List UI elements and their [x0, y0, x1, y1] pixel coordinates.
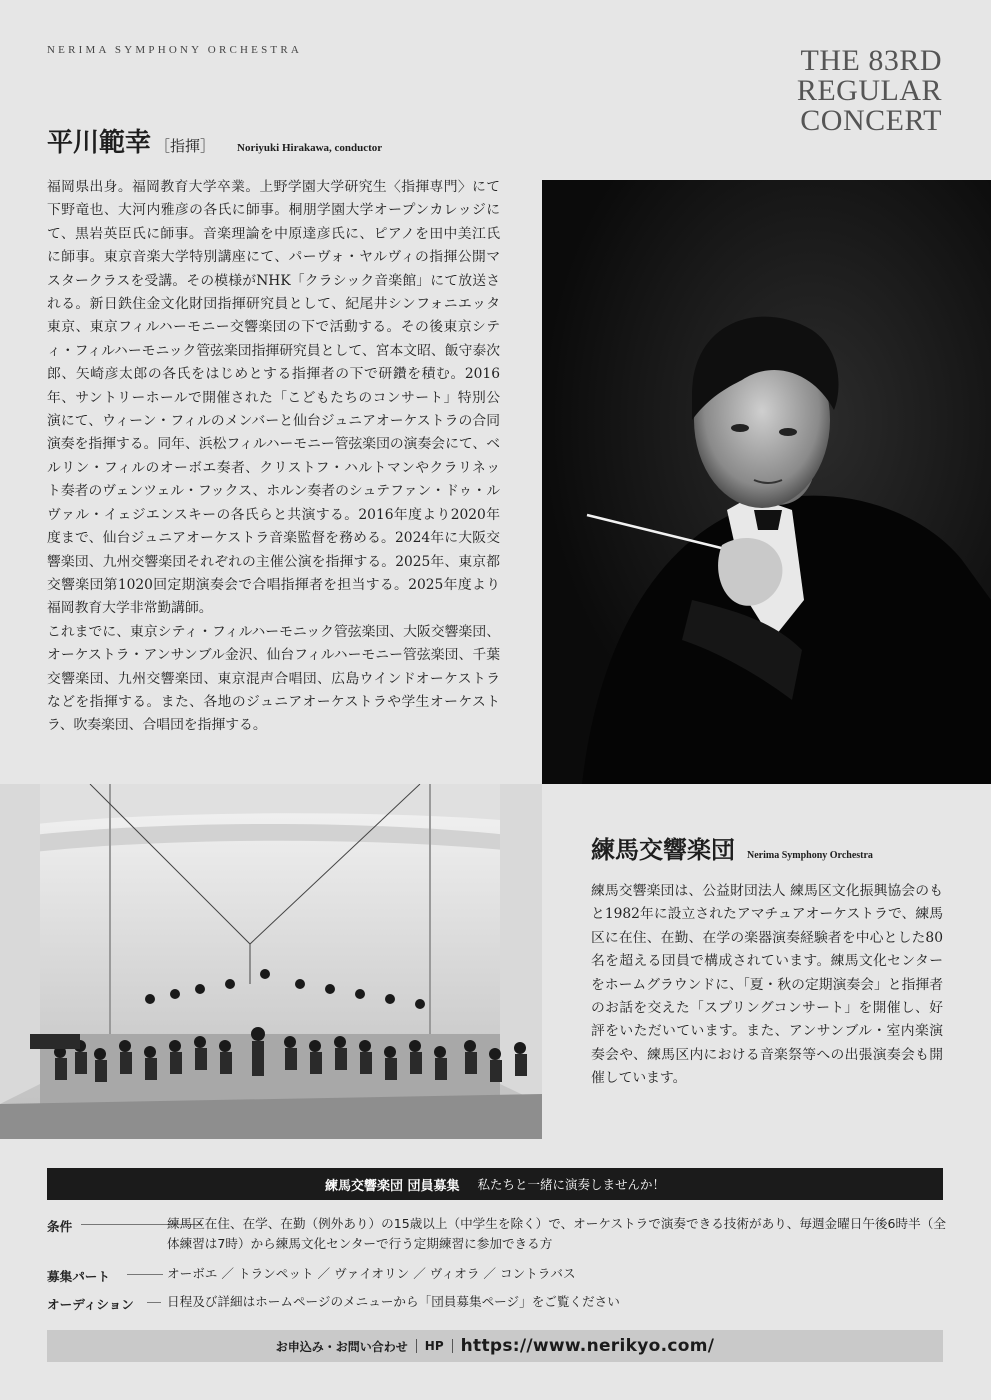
conductor-photo: [542, 180, 991, 784]
parts-row: [47, 1266, 947, 1286]
conductor-bio-paragraph-1: 福岡県出身。福岡教育大学卒業。上野学園大学研究生〈指揮専門〉にて下野竜也、大河内雅彦の各氏に師事。桐朋学園大学オープンカレッジにて、黒岩英臣氏に師事。音楽理論を中原達彦氏に、ピアノを田中美江氏に師事。東京音楽大学特別講座にて、パーヴォ・ヤルヴィの指揮公開マスタークラスを受講。その模様がNHK「クラシック音楽館」にて放送される。新日鉄住金文化財団指揮研究員として、紀尾井シンフォニエッタ東京、東京フィルハーモニー交響楽団の下で活動する。その後東京シティ・フィルハーモニック管弦楽団指揮研究員として、宮本文昭、飯守泰次郎、矢崎彦太郎の各氏をはじめとする指揮者の下で研鑽を積む。2016年、サントリーホールで開催された「こどもたちのコンサート」特別公演にて、ウィーン・フィルのメンバーと仙台ジュニアオーケストラの合同演奏を指揮する。同年、浜松フィルハーモニー管弦楽団の演奏会にて、ベルリン・フィルのオーボエ奏者、クリストフ・ハルトマンやクラリネット奏者のヴェンツェル・フックス、ホルン奏者のシュテファン・ドゥ・ルヴァル・イェジエンスキーの各氏らと共演する。2016年度より2020年度まで、仙台ジュニアオーケストラ音楽監督を務める。2024年に大阪交響楽団、九州交響楽団それぞれの主催公演を指揮する。2025年、東京都交響楽団第1020回定期演奏会で合唱指揮者を担当する。2025年度より福岡教育大学非常勤講師。: [47, 179, 500, 617]
audition-value: 日程及び詳細はホームページのメニューから「団員募集ページ」をご覧ください: [167, 1294, 620, 1309]
concert-title-line-1: THE 83RD: [800, 44, 942, 77]
orchestra-name: 練馬交響楽団: [591, 835, 735, 864]
audition-label: オーディション: [47, 1297, 134, 1312]
audition-row: [47, 1294, 947, 1314]
recruitment-subtitle: 私たちと一緒に演奏しませんか！: [477, 1177, 666, 1192]
parts-value: オーボエ ／ トランペット ／ ヴァイオリン ／ ヴィオラ ／ コントラバス: [167, 1266, 576, 1281]
concert-title: [797, 46, 942, 136]
orchestra-heading: [591, 830, 873, 865]
parts-label: 募集パート: [47, 1269, 110, 1284]
conditions-value: 練馬区在住、在学、在勤（例外あり）の15歳以上（中学生を除く）で、オーケストラで演奏できる技術があり、毎週金曜日午後6時半（全体練習は7時）から練馬文化センターで行う定期練習に参加できる方: [167, 1216, 946, 1251]
contact-footer: [47, 1330, 943, 1362]
recruitment-title: 練馬交響楽団 団員募集: [324, 1178, 460, 1194]
concert-title-line-3: CONCERT: [800, 104, 942, 137]
audition-divider: [147, 1302, 161, 1303]
conductor-name-en: Noriyuki Hirakawa, conductor: [237, 142, 383, 154]
conductor-photo-image: [542, 180, 991, 784]
contact-label: お申込み・お問い合わせ: [275, 1339, 408, 1354]
parts-divider: [127, 1274, 163, 1275]
concert-title-line-2: REGULAR: [796, 74, 942, 107]
orchestra-description: 練馬交響楽団は、公益財団法人 練馬区文化振興協会のもと1982年に設立されたアマチュアオーケストラで、練馬区に在住、在勤、在学の楽器演奏経験者を中心とした80名を超える団員で構成されています。練馬文化センターをホームグラウンドに、「夏・秋の定期演奏会」と指揮者のお話を交えた「スプリングコンサート」を開催し、好評をいただいています。また、アンサンブル・室内楽演奏会や、練馬区内における音楽祭等への出張演奏会も開催しています。: [591, 883, 943, 1087]
orchestra-name-en: Nerima Symphony Orchestra: [747, 850, 873, 861]
footer-separator: [416, 1339, 417, 1353]
conductor-bio: [47, 176, 500, 738]
conductor-bio-paragraph-2: これまでに、東京シティ・フィルハーモニック管弦楽団、大阪交響楽団、オーケストラ・アンサンブル金沢、仙台フィルハーモニー管弦楽団、千葉交響楽団、九州交響楽団、東京混声合唱団、広島ウインドオーケストラなどを指揮する。また、各地のジュニアオーケストラや学生オーケストラ、吹奏楽団、合唱団を指揮する。: [47, 623, 500, 734]
website-link[interactable]: https://www.nerikyo.com/: [460, 1336, 715, 1356]
orchestra-photo-image: [0, 784, 542, 1139]
conductor-role: ［指揮］: [155, 137, 216, 155]
conductor-name: 平川範幸: [47, 128, 152, 158]
hp-label: HP: [424, 1339, 444, 1353]
orchestra-photo: [0, 784, 542, 1139]
conditions-label: 条件: [47, 1219, 73, 1234]
conditions-row: [47, 1216, 947, 1256]
orchestra-header: NERIMA SYMPHONY ORCHESTRA: [47, 44, 303, 56]
footer-separator: [452, 1339, 453, 1353]
conductor-heading: [47, 122, 382, 159]
recruitment-banner: [47, 1168, 943, 1200]
